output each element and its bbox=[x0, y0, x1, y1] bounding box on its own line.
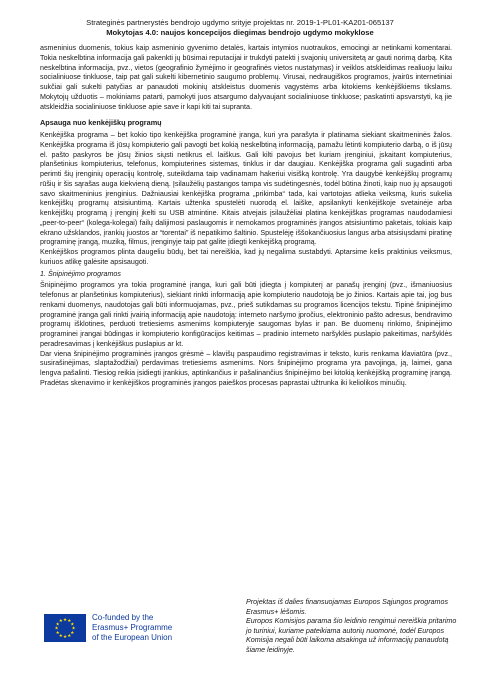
eu-star-icon: ★ bbox=[62, 635, 68, 641]
eu-flag-icon bbox=[44, 614, 86, 642]
eu-star-icon: ★ bbox=[55, 630, 60, 636]
eu-star-icon: ★ bbox=[67, 619, 72, 625]
document-body bbox=[40, 44, 452, 389]
eu-line-2: Erasmus+ Programme bbox=[92, 623, 173, 632]
eu-line-3: of the European Union bbox=[92, 633, 173, 642]
paragraph-social-data: asmeninius duomenis, tokius kaip asmeninio gyvenimo detalės, kartais intymios nuotraukos, emocingi ar netinkami komentarai. Tokia neskelbtina informacija gali pakenkti jų būsimai reputacijai ir trukdyti patekti į svajonių universitetą ar gauti norimą darbą. Kita neskelbtina informacija, pvz., vietos (geografinio žymėjimo ir geografinės vietos nustatymas) ir veiklos atskleidimas realiuoju laiku socialiniuose tinkluose, taip pat gali sukelti kibernetinio saugumo problemų. Virusai, nedraugiškos programos, įvairūs internetiniai sukčiai gali sukelti patyčias ar panaudoti mokinių atskleistus duomenis vagystėms arba kitokiems kenkėjiškiems tikslams. Mokytojų užduotis – mokiniams patarti, pamokyti juos atsargumo dalyvaujant socialiniuose tinkluose; paskatinti apsvarstyti, ką jie atskleidžia socialiniuose tinkluose apie save ir kapi kiti tai supranta. bbox=[40, 44, 452, 111]
eu-star-icon: ★ bbox=[58, 619, 63, 625]
header-project-line: Strateginės partnerystės bendrojo ugdymo srityje projektas nr. 2019-1-PL01-KA201-065137 bbox=[86, 18, 394, 27]
disclaimer-line-1: Projektas iš dalies finansuojamas Europos Sąjungos programos Erasmus+ lėšomis. bbox=[246, 598, 449, 616]
paragraph-spyware-definition: Šnipinėjimo programos yra tokia programinė įranga, kuri gali būti įdiegta į kompiuterį ar panašų įrenginį (pvz., išmaniuosius telefonus ar planšetinius kompiuterius), siekiant rinkti informaciją apie kompiuterio naudotoją be jo žinios. Kartais apie tai, jog bus renkami duomenys, naudotojas gali būti informuojamas, pvz., prieš sutikdamas su programos licencijos tekstu. Tipinė šnipinėjimo programinė įranga gali rinkti įvairią informaciją apie naudotoją: interneto naršymo įpročius, elektroninio pašto adresus, bendravimo programų išklotines, perduoti tretiesiems asmenims kompiuteryje saugomas bylas ir pan. Be duomenų rinkimo, šnipinėjimo programinei įrangai būdingas ir kompiuterio konfigūracijos keitimas – pradinio interneto naršyklės puslapio pakeitimas, naršyklės peradresavimas į kenkėjiškus puslapius ar kt. bbox=[40, 281, 452, 348]
page-header bbox=[0, 18, 480, 38]
eu-star-icon: ★ bbox=[71, 626, 76, 632]
paragraph-malware-definition: Kenkėjiška programa – bet kokio tipo kenkėjiška programinė įranga, kuri yra parašyta ir platinama siekiant skaitmeninės žalos. Kenkėjiška programa iš jūsų kompiuterio gali pavogti bet kokią neskelbtiną informaciją, pamažu lėtinti kompiuterio darbą, o iš jūsų el. pašto paskyros be jūsų žinios siųsti netikrus el. laiškus. Gali kilti pavojus bet kuriam įrenginiui, įskaitant kompiuterius, planšetinius kompiuterius, telefonus, kompiuterines sistemas, tinklus ir dar daugiau. Kenkėjiška programa gali sugadinti arba perimti šių įrenginių operacijų kontrolę, suteikdama taip vadinamam hakeriui visišką kontrolę. Yra daugybė kenkėjiškų programų rūšių ir šis sąrašas auga kiekvieną dieną. Įsilaužėlių pastangos tampa vis sudėtingesnės, todėl būtina žinoti, kaip nuo jų apsaugoti savo skaitmeninius įrenginius. Dažniausiai kenkėjiška programa „prikimba“ tada, kai vartotojas atlieka veiksmą, kuris sukelia kenkėjiškų programų atsisiuntimą. Kartais užtenka spustelėti nuorodą el. laiške, apsilankyti kenkėjiškoje svetainėje arba kenkėjiškų programą į įrenginį įkelti su USB atmintine. Kitais atvejais įsilaužėliai platina kenkėjiškas programas naudodamiesi „peer-to-peer“ (kolega-kolegai) failų dalijimosi paslaugomis ir nemokamos programinės įrangos atsisiuntimo paketais, tokiais kaip ekrano užsklandos, įrankių juostos ar “torentai” iš nepatikimo šaltinio. Spustelėję iššokančiuosius langus arba atsisiųsdami piratinę programinę įrangą, muziką, filmus, įrenginyje taip pat galite įdiegti kenkėjišką programą. bbox=[40, 131, 452, 247]
eu-star-icon: ★ bbox=[62, 618, 68, 624]
paragraph-spyware-keylogging: Dar viena šnipinėjimo programinės įrangos grėsmė – klavišų paspaudimo registravimas ir teksto, kuris renkama klaviatūra (pvz., susirašinėjimas, slaptažodžiai) perdavimas tretiesiems asmenims. Nors šnipinėjimo programa yra pavojinga, ją, laimei, gana lengva pašalinti. Tiesiog reikia įsidiegti įrankius, aptinkančius ir pašalinančius šnipinėjimo bei kitokią kenkėjišką programinę įrangą. Pradėtas skenavimo ir kenkėjiškos programinės įrangos paieškos procesas paprastai užtrunka iki keliolikos minučių. bbox=[40, 349, 452, 387]
header-title-line: Mokytojas 4.0: naujos koncepcijos diegimas bendrojo ugdymo mokyklose bbox=[106, 28, 374, 37]
page-footer bbox=[0, 592, 480, 679]
disclaimer-line-2: Europos Komisijos parama šio leidinio rengimui nereiškia pritarimo jo turiniui, kuriame pateikiama autorių nuomonė, todėl Europos Komisija negali būti laikoma atsakinga už informacijų panaudotą šiame leidinyje. bbox=[246, 617, 457, 654]
eu-star-icon: ★ bbox=[70, 622, 75, 628]
eu-star-icon: ★ bbox=[58, 633, 63, 639]
eu-star-icon: ★ bbox=[54, 626, 59, 632]
funding-disclaimer bbox=[246, 598, 458, 656]
eu-cofunded-text bbox=[92, 613, 172, 643]
paragraph-malware-spread: Kenkėjiškos programos plinta daugeliu būdų, bet tai nereiškia, kad jų negalima sustabdyti. Aptarsime kelis praktinius veiksmus, kuriuos atlikę galėsite apsisaugoti. bbox=[40, 248, 452, 266]
eu-star-icon: ★ bbox=[70, 630, 75, 636]
subheading-spyware: 1. Šnipinėjimo programos bbox=[40, 269, 121, 278]
section-heading-malware: Apsauga nuo kenkėjiškų programų bbox=[40, 118, 162, 128]
eu-line-1: Co-funded by the bbox=[92, 613, 154, 622]
eu-star-icon: ★ bbox=[55, 622, 60, 628]
eu-star-icon: ★ bbox=[67, 633, 72, 639]
